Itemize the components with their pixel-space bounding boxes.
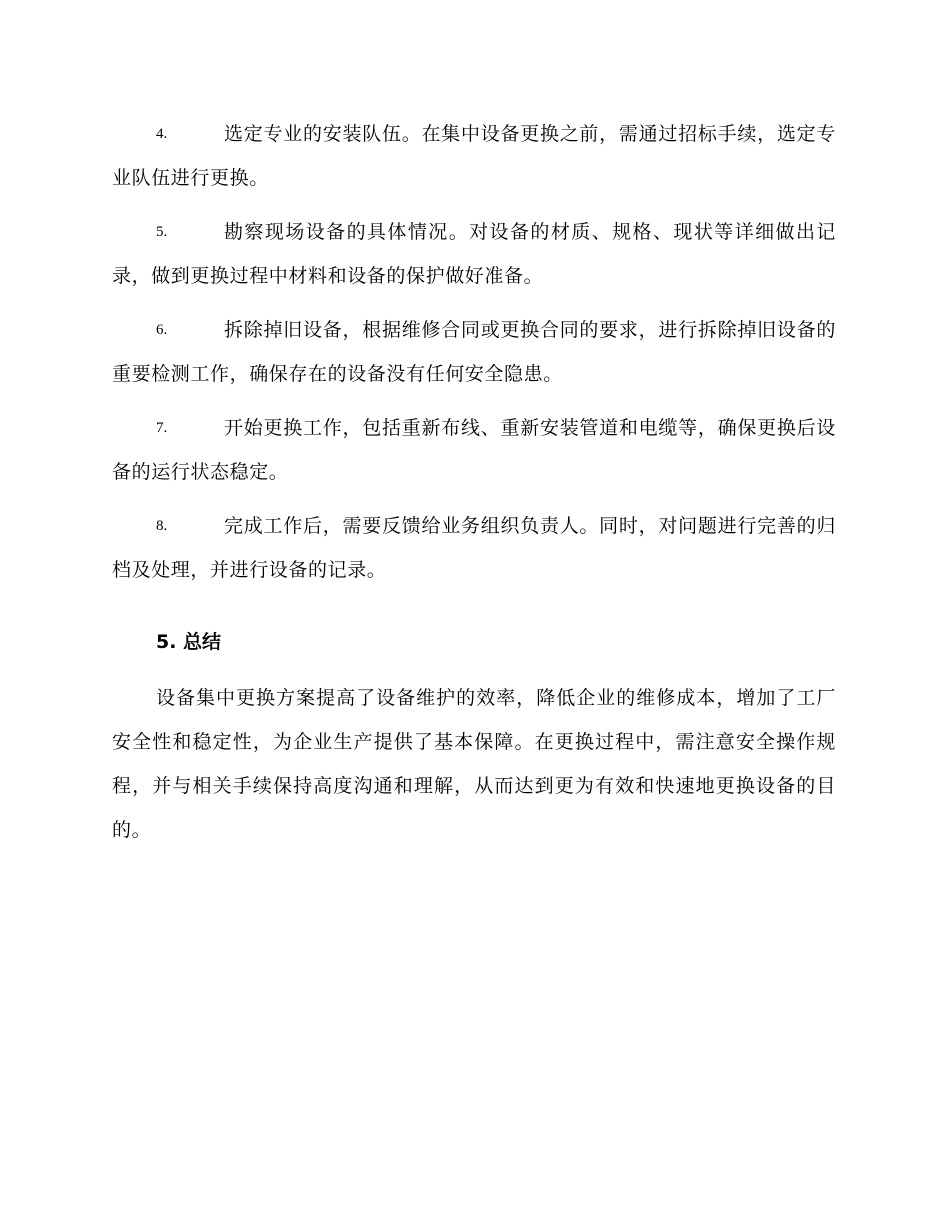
- list-item-text: 选定专业的安装队伍。在集中设备更换之前，需通过招标手续，选定专业队伍进行更换。: [112, 123, 836, 189]
- list-item-number: 4.: [156, 126, 168, 142]
- list-item-number: 7.: [156, 420, 168, 436]
- list-item-number: 8.: [156, 518, 168, 534]
- list-item-text: 完成工作后，需要反馈给业务组织负责人。同时，对问题进行完善的归档及处理，并进行设备的记录。: [112, 515, 836, 581]
- list-item-number: 6.: [156, 322, 168, 338]
- list-item: [112, 406, 836, 494]
- list-item-text: 开始更换工作，包括重新布线、重新安装管道和电缆等，确保更换后设备的运行状态稳定。: [112, 417, 836, 483]
- steps-list: [112, 112, 836, 602]
- list-item: [112, 210, 836, 298]
- list-item-text: 勘察现场设备的具体情况。对设备的材质、规格、现状等详细做出记录，做到更换过程中材料和设备的保护做好准备。: [112, 221, 836, 287]
- list-item-text: 拆除掉旧设备，根据维修合同或更换合同的要求，进行拆除掉旧设备的重要检测工作，确保存在的设备没有任何安全隐患。: [112, 319, 836, 385]
- list-item: [112, 112, 836, 200]
- list-item: [112, 504, 836, 592]
- summary-paragraph: 设备集中更换方案提高了设备维护的效率，降低企业的维修成本，增加了工厂安全性和稳定性，为企业生产提供了基本保障。在更换过程中，需注意安全操作规程，并与相关手续保持高度沟通和理解，从而达到更为有效和快速地更换设备的目的。: [112, 687, 836, 841]
- list-item: [112, 308, 836, 396]
- list-item-number: 5.: [156, 224, 168, 240]
- section-heading-summary: 5. 总结: [156, 631, 222, 653]
